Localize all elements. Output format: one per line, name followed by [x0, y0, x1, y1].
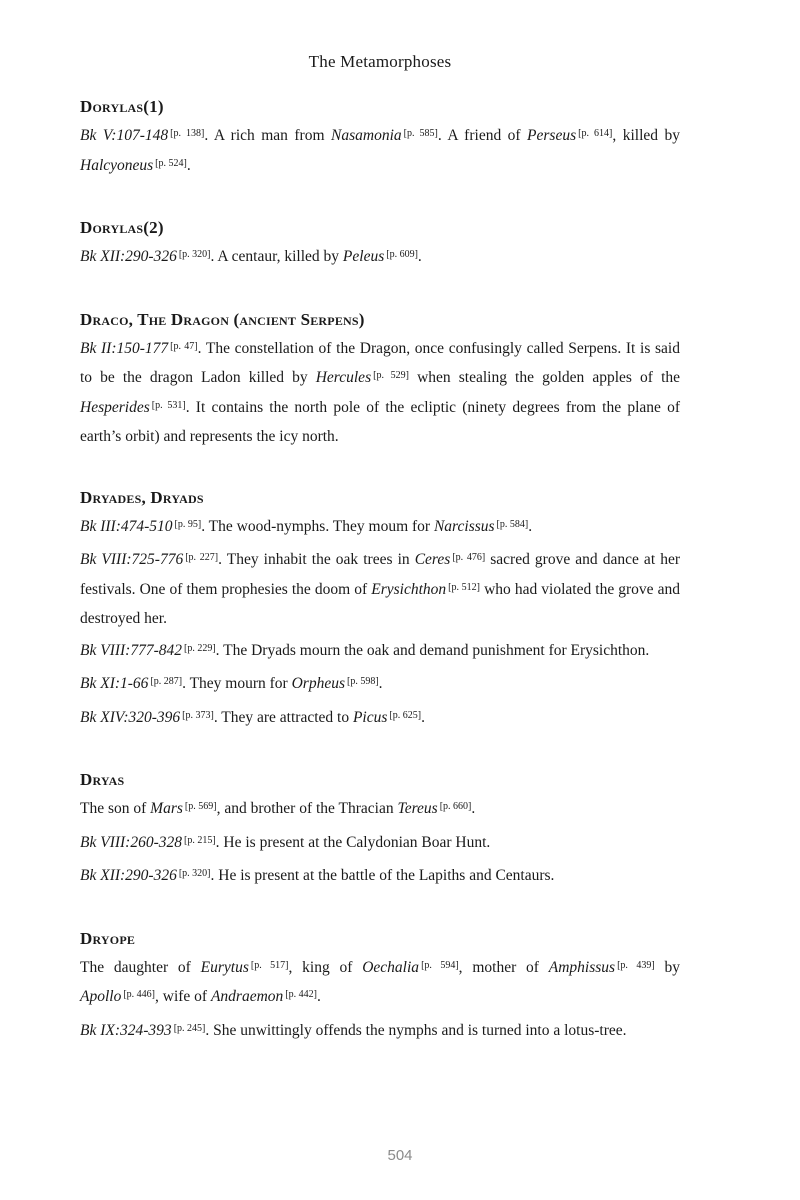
text-run: sacred grove and dance at her festivals. One of them prophesies the doom of: [80, 551, 680, 598]
page-reference: [p. 529]: [373, 370, 409, 381]
book-line-reference: Bk V:107-148: [80, 127, 169, 144]
book-line-reference: Bk VIII:777-842: [80, 641, 182, 659]
entry-paragraph: [80, 704, 680, 734]
page-reference: [p. 512]: [448, 581, 480, 593]
entry-paragraph: [80, 122, 680, 181]
text-block: [80, 50, 680, 1046]
page-reference: [p. 585]: [403, 128, 438, 139]
text-run: . It contains the north pole of the ecliptic (ninety degrees from the plane of earth’s orbit) and represents the icy north.: [80, 398, 680, 445]
name-reference: Narcissus: [433, 517, 495, 535]
name-reference: Tereus: [397, 800, 438, 817]
entry-heading: Dorylas(1): [80, 97, 164, 116]
page-reference: [p. 446]: [123, 989, 156, 1000]
text-run: , wife of: [155, 988, 211, 1005]
text-run: . A centaur, killed by: [210, 248, 343, 265]
text-run: by: [654, 958, 680, 976]
entry-section-dryades-dryads: [80, 487, 680, 734]
text-run: . A rich man from: [204, 127, 331, 144]
entry-paragraph: [80, 670, 680, 700]
name-reference: Oechalia: [362, 958, 420, 976]
page-reference: [p. 287]: [150, 676, 183, 687]
entry-paragraph: [80, 637, 680, 667]
entry-paragraph: [80, 335, 680, 451]
page-reference: [p. 531]: [151, 399, 186, 411]
book-line-reference: Bk III:474-510: [80, 517, 173, 535]
page-reference: [p. 625]: [389, 709, 422, 721]
page-reference: [p. 614]: [578, 128, 613, 139]
name-reference: Amphissus: [548, 958, 616, 976]
page-reference: [p. 138]: [170, 128, 205, 139]
page-reference: [p. 594]: [421, 959, 459, 971]
page-reference: [p. 229]: [184, 642, 216, 654]
book-line-reference: Bk VIII:725-776: [80, 551, 184, 568]
name-reference: Eurytus: [200, 958, 249, 976]
name-reference: Erysichthon: [371, 580, 447, 598]
page-reference: [p. 476]: [452, 552, 486, 563]
text-run: .: [417, 248, 422, 265]
text-run: . They inhabit the oak trees in: [218, 551, 415, 568]
name-reference: Mars: [150, 800, 183, 817]
entry-paragraph: [80, 795, 680, 825]
book-line-reference: Bk VIII:260-328: [80, 833, 182, 851]
text-run: . They mourn for: [182, 675, 292, 692]
entry-paragraph: [80, 546, 680, 633]
page-reference: [p. 517]: [250, 959, 289, 971]
page-reference: [p. 245]: [173, 1022, 206, 1034]
text-run: who had violated the grove and destroyed her.: [80, 580, 681, 627]
entry-heading: Dorylas(2): [80, 218, 164, 237]
text-run: . She unwittingly offends the nymphs and is turned into a lotus-tree.: [205, 1021, 627, 1039]
book-line-reference: Bk XIV:320-396: [80, 708, 181, 726]
entry-paragraph: [80, 954, 680, 1013]
page-reference: [p. 320]: [178, 868, 211, 879]
text-run: .: [471, 800, 476, 817]
book-line-reference: Bk II:150-177: [80, 339, 169, 357]
book-line-reference: Bk IX:324-393: [80, 1021, 172, 1039]
running-header: The Metamorphoses: [308, 52, 452, 71]
page-reference: [p. 320]: [178, 249, 211, 260]
entry-section-dryope: [80, 928, 680, 1047]
name-reference: Andraemon: [210, 988, 284, 1005]
text-run: . A friend of: [437, 127, 528, 144]
text-run: , mother of: [458, 958, 549, 976]
entry-heading: Dryope: [80, 928, 136, 948]
name-reference: Ceres: [414, 551, 451, 568]
page-reference: [p. 598]: [346, 676, 379, 687]
entry-paragraph: [80, 513, 680, 543]
book-line-reference: Bk XII:290-326: [80, 248, 177, 265]
page-reference: [p. 524]: [155, 157, 187, 169]
text-run: The daughter of: [80, 958, 201, 976]
entry-section-draco-the-dragon-ancient-serpens: [80, 309, 680, 451]
text-run: , killed by: [612, 127, 681, 144]
entry-paragraph: [80, 862, 680, 892]
page-reference: [p. 227]: [185, 552, 219, 563]
entry-heading: Draco, The Dragon (ancient Serpens): [80, 309, 365, 329]
text-run: . The Dryads mourn the oak and demand punishment for Erysichthon.: [215, 641, 650, 659]
page-reference: [p. 584]: [496, 518, 529, 530]
page-reference: [p. 609]: [386, 249, 418, 260]
page-reference: [p. 442]: [285, 989, 317, 1000]
text-run: , king of: [288, 958, 363, 976]
name-reference: Nasamonia: [331, 127, 402, 144]
book-line-reference: Bk XII:290-326: [80, 867, 177, 884]
text-run: . The constellation of the Dragon, once confusingly called Serpens. It is said to be the dragon Ladon killed by: [80, 339, 680, 386]
page-reference: [p. 215]: [184, 834, 216, 846]
name-reference: Halcyoneus: [80, 156, 154, 174]
entry-section-dorylas-2: [80, 217, 680, 273]
name-reference: Perseus: [527, 127, 577, 144]
page-reference: [p. 373]: [182, 709, 214, 721]
page-footer: [0, 1147, 800, 1164]
text-run: .: [186, 156, 191, 174]
text-run: .: [378, 675, 383, 692]
text-run: , and brother of the Thracian: [216, 800, 398, 817]
page-number: 504: [387, 1147, 413, 1164]
text-run: . They are attracted to: [213, 708, 353, 726]
text-run: .: [528, 517, 533, 535]
name-reference: Hesperides: [80, 398, 150, 416]
page-reference: [p. 660]: [439, 801, 472, 812]
name-reference: Picus: [352, 708, 388, 726]
entries-list: [80, 96, 680, 1046]
entry-heading: Dryades, Dryads: [80, 487, 204, 507]
text-run: . He is present at the Calydonian Boar Hunt.: [215, 833, 491, 851]
text-run: when stealing the golden apples of the: [409, 369, 681, 386]
text-run: . He is present at the battle of the Lapiths and Centaurs.: [210, 867, 555, 884]
page-reference: [p. 95]: [174, 518, 202, 530]
name-reference: Apollo: [80, 988, 122, 1005]
entry-heading: Dryas: [80, 770, 125, 789]
text-run: . The wood-nymphs. They moum for: [201, 517, 434, 535]
text-run: .: [421, 708, 425, 726]
page-reference: [p. 47]: [170, 340, 198, 352]
entry-paragraph: [80, 829, 680, 859]
entry-paragraph: [80, 1017, 680, 1047]
page-reference: [p. 439]: [617, 959, 655, 971]
text-run: .: [316, 988, 321, 1005]
name-reference: Hercules: [315, 369, 372, 386]
entry-section-dorylas-1: [80, 96, 680, 181]
name-reference: Peleus: [342, 248, 385, 265]
text-run: The son of: [80, 800, 151, 817]
entry-section-dryas: [80, 769, 680, 892]
name-reference: Orpheus: [291, 675, 345, 692]
entry-paragraph: [80, 243, 680, 273]
page-reference: [p. 569]: [184, 801, 217, 812]
book-line-reference: Bk XI:1-66: [80, 675, 149, 692]
